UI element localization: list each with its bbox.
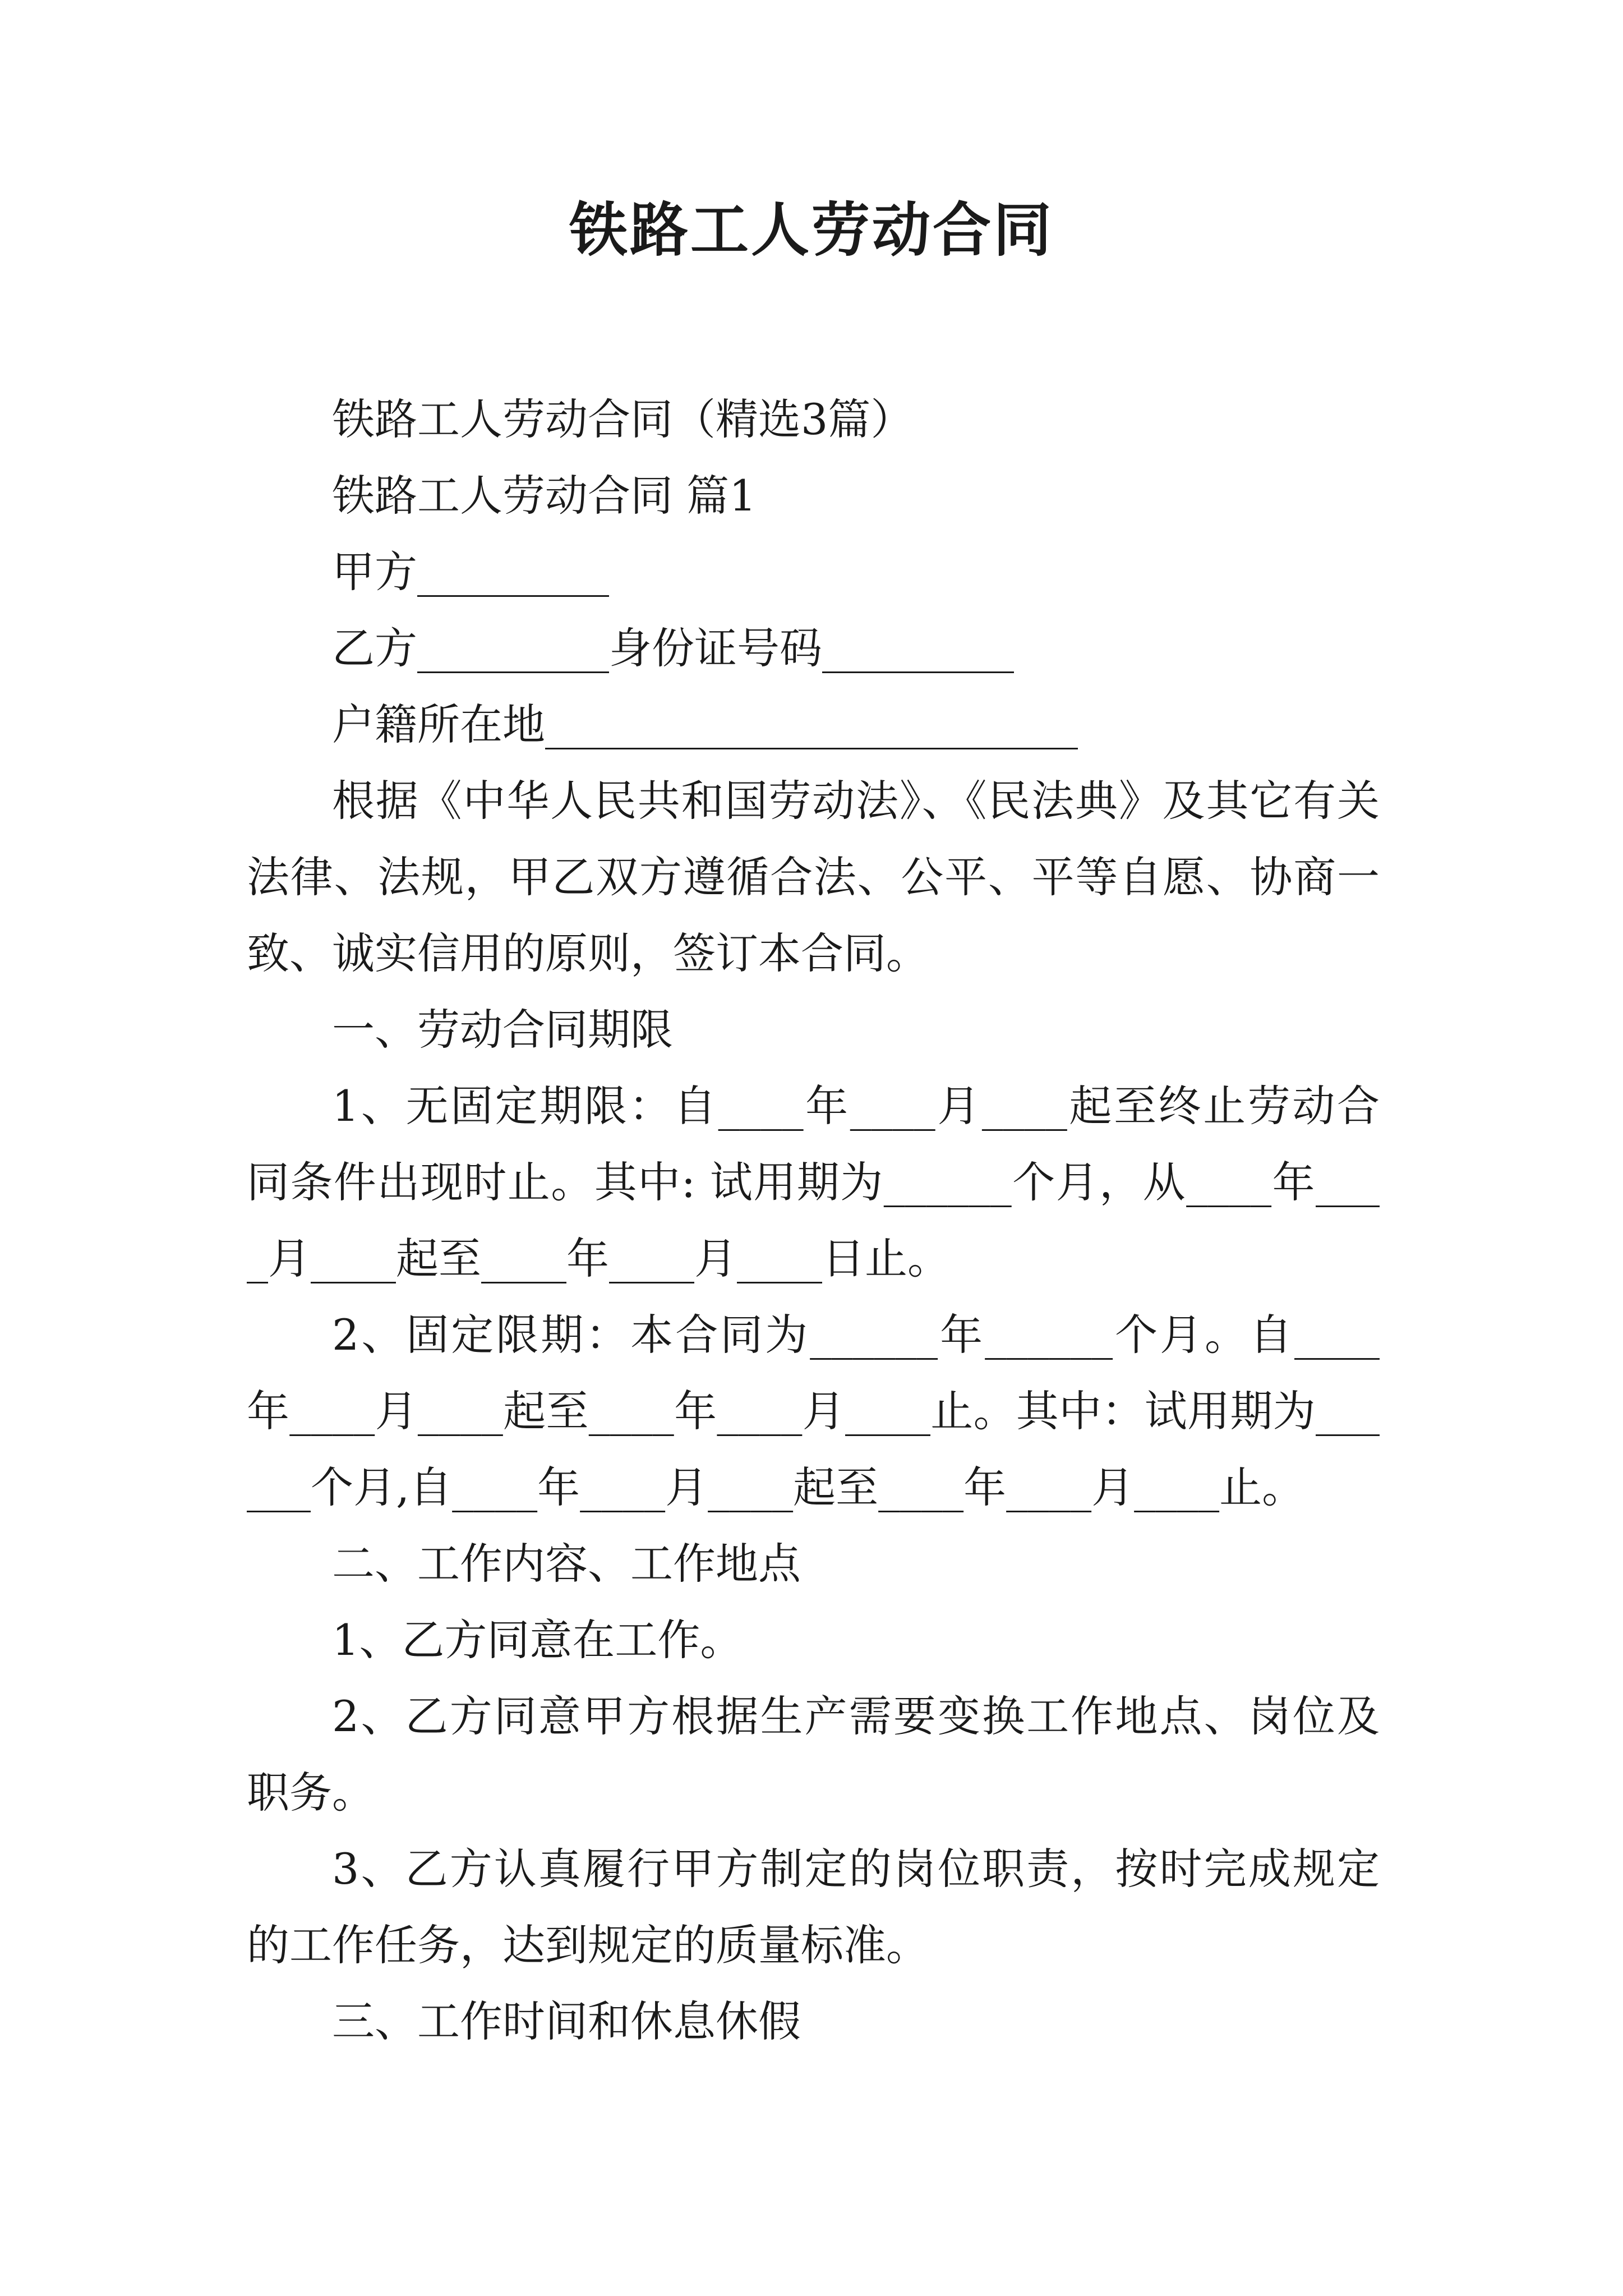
- party-a-field: 甲方_________: [332, 547, 609, 597]
- document-title: 铁路工人劳动合同: [569, 195, 1054, 264]
- clause-heading-term: 一、劳动合同期限: [332, 1005, 673, 1055]
- clause-heading-working-hours: 三、工作时间和休息休假: [332, 1996, 801, 2046]
- party-b-field: 乙方_________身份证号码_________: [332, 623, 1014, 673]
- clause-work-3: 3、乙方认真履行甲方制定的岗位职责，按时完成规定的工作任务，达到规定的质量标准。: [247, 1844, 1380, 1970]
- section-heading-article-1: 铁路工人劳动合同 篇1: [332, 471, 757, 521]
- clause-work-2: 2、乙方同意甲方根据生产需要变换工作地点、岗位及职务。: [247, 1691, 1380, 1818]
- clause-term-indefinite: 1、无固定期限：自____年____月____起至终止劳动合同条件出现时止。其中: 试用期为______个月，从____年____月____起至____年____月____日止。: [247, 1081, 1380, 1283]
- clause-work-1: 1、乙方同意在工作。: [332, 1615, 743, 1665]
- household-registration-field: 户籍所在地_________________________: [332, 700, 1078, 749]
- preamble-paragraph: 根据《中华人民共和国劳动法》、《民法典》及其它有关法律、法规，甲乙双方遵循合法、公平、平等自愿、协商一致、诚实信用的原则，签订本合同。: [247, 776, 1380, 978]
- document-body: [247, 381, 1380, 2060]
- clause-term-fixed: 2、固定限期：本合同为______年______个月。自____年____月____起至____年____月____止。其中：试用期为______个月,自____年____月____起至____年____月____止。: [247, 1310, 1380, 1512]
- subtitle-selected: 铁路工人劳动合同（精选3篇）: [332, 394, 914, 444]
- clause-heading-work-content: 二、工作内容、工作地点: [332, 1539, 801, 1589]
